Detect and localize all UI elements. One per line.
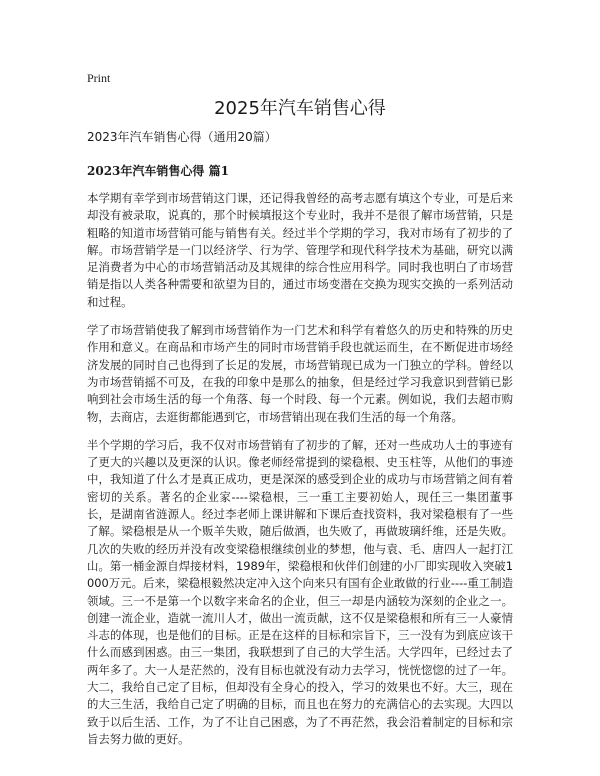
body-paragraph-3: 半个学期的学习后，我不仅对市场营销有了初步的了解，还对一些成功人士的事迹有了更大的兴趣以及更深的认识。像老师经常提到的梁稳根、史玉柱等，从他们的事迹中，我知道了什么才是真正成功，更是深深的感受到企业的成功与市场营销之间有着密切的关系。著名的企业家----梁稳根，三一重工主要初始人，现任三一集团董事长，是湖南省涟源人。经过李老师上课讲解和下课后查找资料，我对梁稳根有了一些了解。梁稳根是从一个贩羊失败，随后做酒，也失败了，再做玻璃纤维，还是失败。几次的失败的经历并没有改变梁稳根继续创业的梦想，他与袁、毛、唐四人一起打江山。第一桶金源自焊接材料，1989年，梁稳根和伙伴们创建的小厂即实现收入突破1000万元。后来，梁稳根毅然决定冲入这个向来只有国有企业敢做的行业----重工制造领域。三一不是第一个以数字来命名的企业，但三一却是内涵较为深刻的企业之一。创建一流企业，造就一流川人才，做出一流贡献，这不仅是梁稳根和所有三一人豪情斗志的体现，也是他们的目标。正是在这样的目标和宗旨下，三一没有为到底应该干什么而感到困惑。由三一集团，我联想到了自己的大学生活。大学四年，已经过去了两年多了。大一人是茫然的，没有目标也就没有动力去学习，恍恍惚惚的过了一年。大二，我给自己定了目标，但却没有全身心的投入，学习的效果也不好。大三，现在的大三生活，我给自己定了明确的目标，而且也在努力的充满信心的去实现。大四以致于以后生活、工作，为了不让自己困惑，为了不再茫然，我会沿着制定的目标和宗旨去努力做的更好。 xyxy=(87,437,513,746)
body-paragraph-1: 本学期有幸学到市场营销这门课，还记得我曾经的高考志愿有填这个专业，可是后来却没有被录取，说真的，那个时候填报这个专业时，我并不是很了解市场营销，只是粗略的知道市场营销可能与销售有关。经过半个学期的学习，我对市场有了初步的了解。市场营销学是一门以经济学、行为学、管理学和现代科学技术为基础，研究以满足消费者为中心的市场营销活动及其规律的综合性应用科学。同时我也明白了市场营销是指以人类各种需要和欲望为目的，通过市场变潜在交换为现实交换的一系列活动和过程。 xyxy=(87,191,513,309)
document-subtitle: 2023年汽车销售心得（通用20篇） xyxy=(87,130,277,144)
body-paragraph-2: 学了市场营销使我了解到市场营销作为一门艺术和科学有着悠久的历史和特殊的历史作用和意义。在商品和市场产生的同时市场营销手段也就运而生，在不断促进市场经济发展的同时自己也得到了长足的发展，市场营销现已成为一门独立的学科。曾经以为市场营销摇不可及，在我的印象中是那么的抽象，但是经过学习我意识到营销已影响到社会市场生活的每一个角落、每一个时段、每一个元素。例如说，我们去超市购物，去商店，去逛街都能遇到它，市场营销出现在我们生活的每一个角落。 xyxy=(87,323,513,424)
section-heading: 2023年汽车销售心得 篇1 xyxy=(87,164,229,178)
print-link[interactable]: Print xyxy=(87,71,111,85)
document-title: 2025年汽车销售心得 xyxy=(214,98,386,119)
